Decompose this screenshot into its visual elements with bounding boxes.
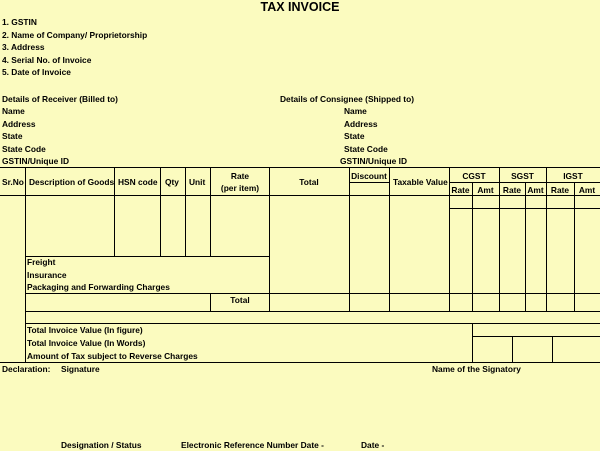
charge-insurance: Insurance bbox=[27, 270, 67, 280]
charge-freight: Freight bbox=[27, 257, 56, 267]
discount-header-line bbox=[349, 182, 389, 183]
col-total-divider bbox=[349, 167, 350, 311]
receiver-state: State bbox=[2, 131, 23, 141]
col-igst-rate-divider bbox=[574, 182, 575, 311]
col-header-sgst-amt: Amt bbox=[527, 185, 544, 195]
table-top-border bbox=[0, 167, 600, 168]
col-header-sr-no: Sr.No bbox=[2, 177, 24, 187]
col-header-total: Total bbox=[299, 177, 319, 187]
receiver-address: Address bbox=[2, 119, 36, 129]
col-header-taxable-value: Taxable Value bbox=[393, 177, 448, 187]
receiver-gstin: GSTIN/Unique ID bbox=[2, 156, 69, 166]
consignee-state: State bbox=[344, 131, 365, 141]
summary-top-line bbox=[25, 323, 600, 324]
col-header-igst-rate: Rate bbox=[550, 185, 570, 195]
col-header-sgst-rate: Rate bbox=[502, 185, 522, 195]
col-hsn-divider bbox=[160, 167, 161, 256]
receiver-state-code: State Code bbox=[2, 144, 46, 154]
consignee-gstin: GSTIN/Unique ID bbox=[340, 156, 407, 166]
header-field-date: 5. Date of Invoice bbox=[2, 67, 71, 77]
footer-reference-number: Electronic Reference Number Date - bbox=[181, 440, 324, 450]
total-row-bottom-line bbox=[25, 311, 600, 312]
footer-signature: Signature bbox=[61, 364, 100, 374]
page-title: TAX INVOICE bbox=[260, 0, 340, 14]
footer-designation: Designation / Status bbox=[61, 440, 142, 450]
col-header-sgst: SGST bbox=[511, 171, 534, 181]
charges-bottom-line bbox=[25, 293, 600, 294]
summary-total-words: Total Invoice Value (In Words) bbox=[27, 338, 146, 348]
consignee-name: Name bbox=[344, 106, 367, 116]
col-sr-no-divider bbox=[25, 167, 26, 362]
summary-value-divider-3 bbox=[552, 336, 553, 362]
receiver-name: Name bbox=[2, 106, 25, 116]
total-row-label: Total bbox=[230, 295, 250, 305]
col-header-hsn: HSN code bbox=[118, 177, 158, 187]
header-field-company-name: 2. Name of Company/ Proprietorship bbox=[2, 30, 148, 40]
header-field-address: 3. Address bbox=[2, 42, 45, 52]
footer-declaration: Declaration: bbox=[2, 364, 51, 374]
col-header-discount: Discount bbox=[351, 171, 387, 181]
summary-total-figure: Total Invoice Value (In figure) bbox=[27, 325, 143, 335]
col-qty-divider bbox=[185, 167, 186, 256]
consignee-heading: Details of Consignee (Shipped to) bbox=[280, 94, 415, 104]
items-bottom-line bbox=[25, 256, 270, 257]
col-header-description: Description of Goods bbox=[29, 177, 115, 187]
col-header-igst: IGST bbox=[563, 171, 583, 181]
col-header-rate-per-item: (per item) bbox=[220, 183, 260, 193]
col-sgst-rate-divider bbox=[525, 182, 526, 311]
receiver-heading: Details of Receiver (Billed to) bbox=[2, 94, 118, 104]
col-header-cgst-rate: Rate bbox=[451, 185, 470, 195]
header-field-serial-no: 4. Serial No. of Invoice bbox=[2, 55, 92, 65]
summary-value-divider-2 bbox=[512, 336, 513, 362]
consignee-state-code: State Code bbox=[344, 144, 388, 154]
col-header-qty: Qty bbox=[165, 177, 179, 187]
col-cgst-rate-divider bbox=[472, 182, 473, 311]
summary-value-divider bbox=[472, 323, 473, 362]
col-header-cgst-amt: Amt bbox=[477, 185, 494, 195]
footer-date: Date - bbox=[361, 440, 385, 450]
table-bottom-border bbox=[0, 362, 600, 363]
col-header-unit: Unit bbox=[189, 177, 206, 187]
summary-reverse-charge: Amount of Tax subject to Reverse Charges bbox=[27, 351, 198, 361]
footer-signatory-name: Name of the Signatory bbox=[432, 364, 521, 374]
col-header-cgst: CGST bbox=[462, 171, 486, 181]
header-field-gstin: 1. GSTIN bbox=[2, 17, 37, 27]
summary-value-line bbox=[472, 336, 600, 337]
table-header-bottom-border bbox=[0, 195, 600, 196]
col-header-igst-amt: Amt bbox=[578, 185, 596, 195]
consignee-address: Address bbox=[344, 119, 378, 129]
col-discount-divider bbox=[389, 167, 390, 311]
charge-packaging: Packaging and Forwarding Charges bbox=[27, 282, 170, 292]
col-header-rate: Rate bbox=[230, 171, 250, 181]
